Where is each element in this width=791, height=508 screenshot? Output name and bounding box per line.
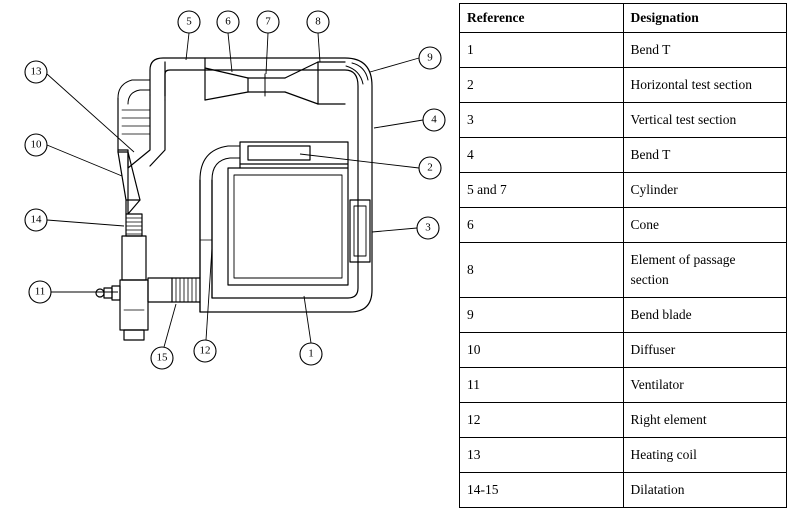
callout-label-3: 3: [425, 221, 431, 234]
cell-designation: Bend T: [623, 138, 787, 173]
callout-label-8: 8: [315, 15, 321, 28]
cell-reference: 3: [460, 103, 624, 138]
cell-designation: Bend blade: [623, 298, 787, 333]
cell-reference: 12: [460, 403, 624, 438]
cell-designation: [623, 243, 787, 298]
cell-designation: Dilatation: [623, 473, 787, 508]
cell-reference: 9: [460, 298, 624, 333]
callout-label-1: 1: [308, 347, 314, 360]
table-row: [460, 208, 787, 243]
header-designation: Designation: [623, 4, 787, 33]
callout-label-15: 15: [156, 351, 168, 364]
cell-reference: 14-15: [460, 473, 624, 508]
table-header-row: [460, 4, 787, 33]
cell-reference: 4: [460, 138, 624, 173]
callout-label-11: 11: [34, 285, 46, 298]
cell-designation: Cylinder: [623, 173, 787, 208]
cell-reference: 10: [460, 333, 624, 368]
table-row: [460, 298, 787, 333]
cell-designation: Vertical test section: [623, 103, 787, 138]
callout-label-14: 14: [30, 213, 42, 226]
cell-reference: 2: [460, 68, 624, 103]
table-row: [460, 138, 787, 173]
callout-markers: [25, 11, 445, 369]
table-row: [460, 243, 787, 298]
cell-designation: Bend T: [623, 33, 787, 68]
cell-reference: 11: [460, 368, 624, 403]
cell-designation-line1: Element of passage: [630, 252, 736, 267]
callout-label-10: 10: [30, 138, 42, 151]
cell-designation: Diffuser: [623, 333, 787, 368]
table-row: [460, 173, 787, 208]
cell-reference: 6: [460, 208, 624, 243]
table-row: [460, 103, 787, 138]
cell-reference: 1: [460, 33, 624, 68]
table-row: [460, 68, 787, 103]
legend-table-panel: [459, 3, 787, 498]
table-row: [460, 438, 787, 473]
table-row: [460, 33, 787, 68]
cell-designation-line2: section: [630, 272, 669, 288]
cell-designation: Ventilator: [623, 368, 787, 403]
cell-designation: Horizontal test section: [623, 68, 787, 103]
cell-reference: 13: [460, 438, 624, 473]
header-reference: Reference: [460, 4, 624, 33]
cell-designation: Heating coil: [623, 438, 787, 473]
callout-label-4: 4: [431, 113, 437, 126]
callout-label-5: 5: [186, 15, 192, 28]
callout-label-9: 9: [427, 51, 433, 64]
callout-label-2: 2: [427, 161, 433, 174]
callout-label-12: 12: [199, 344, 211, 357]
table-row: [460, 368, 787, 403]
legend-table: [459, 3, 787, 508]
cell-designation: Cone: [623, 208, 787, 243]
cell-reference: 5 and 7: [460, 173, 624, 208]
cell-designation: Right element: [623, 403, 787, 438]
table-row: [460, 473, 787, 508]
callout-label-7: 7: [265, 15, 271, 28]
cell-reference: 8: [460, 243, 624, 298]
table-row: [460, 403, 787, 438]
callout-label-13: 13: [30, 65, 42, 78]
table-row: [460, 333, 787, 368]
callout-label-6: 6: [225, 15, 231, 28]
